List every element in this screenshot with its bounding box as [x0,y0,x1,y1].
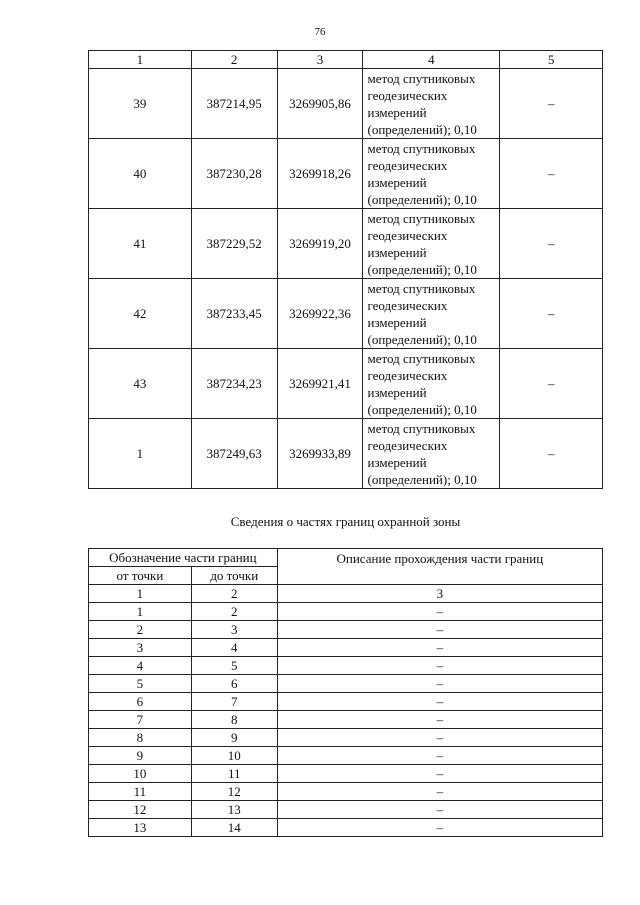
table-row [89,765,603,783]
column-number-3: 3 [277,51,363,69]
column-number-1: 1 [89,51,192,69]
note-cell: – [500,279,603,349]
parts-header-row-1 [89,549,603,567]
y-coordinate-cell: 3269918,26 [277,139,363,209]
parts-column-number-3: 3 [277,585,602,603]
method-cell [363,139,500,209]
method-cell [363,349,500,419]
to-point-cell: 4 [191,639,277,657]
method-line: (определений); 0,10 [367,191,477,207]
parts-column-number-2: 2 [191,585,277,603]
header-boundary-part-designation: Обозначение части границ [89,549,278,567]
x-coordinate-cell: 387234,23 [191,349,277,419]
method-line: измерений [367,244,427,260]
coordinates-body [89,69,603,489]
method-line: геодезических [367,437,448,453]
section-title: Сведения о частях границ охранной зоны [230,514,461,529]
y-coordinate-cell: 3269933,89 [277,419,363,489]
y-coordinate-cell: 3269905,86 [277,69,363,139]
description-cell: – [277,801,602,819]
from-point-cell: 1 [89,603,192,621]
note-cell: – [500,419,603,489]
boundary-parts-table [88,548,603,837]
method-line: (определений); 0,10 [367,401,477,417]
point-number-cell: 42 [89,279,192,349]
method-line: метод спутниковых [367,210,476,226]
method-cell [363,69,500,139]
from-point-cell: 12 [89,801,192,819]
table-row [89,69,603,139]
note-cell: – [500,69,603,139]
method-line: (определений); 0,10 [367,331,477,347]
description-cell: – [277,639,602,657]
point-number-cell: 39 [89,69,192,139]
description-cell: – [277,747,602,765]
method-line: (определений); 0,10 [367,261,477,277]
from-point-cell: 4 [89,657,192,675]
to-point-cell: 10 [191,747,277,765]
parts-number-row [89,585,603,603]
table-row [89,603,603,621]
to-point-cell: 14 [191,819,277,837]
to-point-cell: 3 [191,621,277,639]
x-coordinate-cell: 387249,63 [191,419,277,489]
from-point-cell: 7 [89,711,192,729]
column-number-4: 4 [363,51,500,69]
from-point-cell: 11 [89,783,192,801]
table-row [89,747,603,765]
parts-column-number-1: 1 [89,585,192,603]
note-cell: – [500,139,603,209]
y-coordinate-cell: 3269921,41 [277,349,363,419]
table-row [89,675,603,693]
to-point-cell: 13 [191,801,277,819]
x-coordinate-cell: 387214,95 [191,69,277,139]
header-boundary-description: Описание прохождения части границ [277,549,602,585]
table-row [89,419,603,489]
coordinates-header-row [89,51,603,69]
to-point-cell: 8 [191,711,277,729]
method-line: измерений [367,454,427,470]
method-line: геодезических [367,87,448,103]
description-cell: – [277,603,602,621]
description-cell: – [277,819,602,837]
description-cell: – [277,657,602,675]
table-row [89,819,603,837]
table-row [89,657,603,675]
method-line: (определений); 0,10 [367,471,477,487]
from-point-cell: 13 [89,819,192,837]
to-point-cell: 5 [191,657,277,675]
table-row [89,209,603,279]
method-line: метод спутниковых [367,420,476,436]
from-point-cell: 2 [89,621,192,639]
table-row [89,801,603,819]
description-cell: – [277,711,602,729]
table-row [89,621,603,639]
method-line: измерений [367,174,427,190]
column-number-2: 2 [191,51,277,69]
method-line: геодезических [367,227,448,243]
to-point-cell: 11 [191,765,277,783]
point-number-cell: 40 [89,139,192,209]
method-line: измерений [367,384,427,400]
to-point-cell: 6 [191,675,277,693]
note-cell: – [500,209,603,279]
table-row [89,783,603,801]
table-row [89,639,603,657]
method-line: метод спутниковых [367,140,476,156]
method-line: геодезических [367,297,448,313]
to-point-cell: 2 [191,603,277,621]
method-line: метод спутниковых [367,70,476,86]
point-number-cell: 43 [89,349,192,419]
x-coordinate-cell: 387229,52 [191,209,277,279]
description-cell: – [277,729,602,747]
from-point-cell: 9 [89,747,192,765]
point-number-cell: 1 [89,419,192,489]
method-line: геодезических [367,157,448,173]
description-cell: – [277,765,602,783]
y-coordinate-cell: 3269919,20 [277,209,363,279]
y-coordinate-cell: 3269922,36 [277,279,363,349]
from-point-cell: 10 [89,765,192,783]
from-point-cell: 8 [89,729,192,747]
x-coordinate-cell: 387230,28 [191,139,277,209]
method-line: (определений); 0,10 [367,121,477,137]
point-number-cell: 41 [89,209,192,279]
method-line: измерений [367,314,427,330]
method-line: метод спутниковых [367,350,476,366]
from-point-cell: 6 [89,693,192,711]
page-number: 76 [314,26,326,38]
method-line: измерений [367,104,427,120]
description-cell: – [277,693,602,711]
method-cell [363,209,500,279]
table-row [89,139,603,209]
to-point-cell: 9 [191,729,277,747]
method-cell [363,419,500,489]
note-cell: – [500,349,603,419]
header-from-point: от точки [89,567,192,585]
description-cell: – [277,783,602,801]
description-cell: – [277,675,602,693]
table-row [89,711,603,729]
from-point-cell: 3 [89,639,192,657]
from-point-cell: 5 [89,675,192,693]
column-number-5: 5 [500,51,603,69]
parts-body [89,603,603,837]
to-point-cell: 7 [191,693,277,711]
table-row [89,279,603,349]
method-cell [363,279,500,349]
method-line: метод спутниковых [367,280,476,296]
to-point-cell: 12 [191,783,277,801]
method-line: геодезических [367,367,448,383]
table-row [89,693,603,711]
header-to-point: до точки [191,567,277,585]
table-row [89,729,603,747]
description-cell: – [277,621,602,639]
coordinates-table [88,50,603,489]
x-coordinate-cell: 387233,45 [191,279,277,349]
table-row [89,349,603,419]
